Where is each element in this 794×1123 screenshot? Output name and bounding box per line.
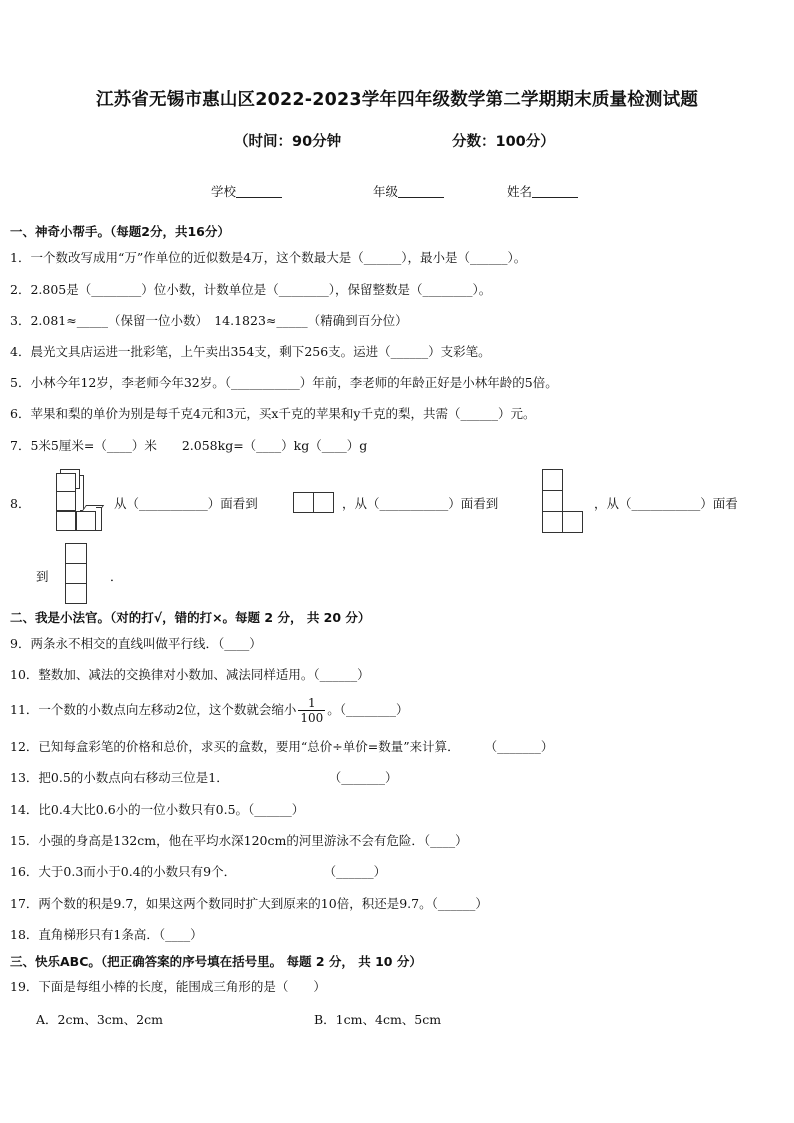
grade-label: 年级 <box>373 184 399 199</box>
question-19-option-b[interactable]: B．1cm、4cm、5cm <box>314 1012 442 1027</box>
cube-bottom-left <box>56 511 76 531</box>
cube-bottom-right <box>76 511 96 531</box>
cube-figure-3d <box>56 469 104 533</box>
fraction-denominator: 100 <box>300 711 324 725</box>
question-2: 2．2.805是（________）位小数，计数单位是（________），保留整数是（________）。 <box>10 282 492 297</box>
school-blank[interactable] <box>236 185 282 198</box>
view-cell <box>65 563 87 584</box>
question-8-part-a: 从（___________）面看到 <box>114 496 258 511</box>
question-11 <box>10 694 409 726</box>
cube-side-edge <box>80 475 84 511</box>
section-1-heading: 一、神奇小帮手。（每题2分，共16分） <box>10 224 230 239</box>
cube-bottom-side <box>96 507 102 531</box>
question-4: 4．晨光文具店运进一批彩笔，上午卖出354支，剩下256支。运进（______）支彩笔。 <box>10 344 491 359</box>
question-10: 10．整数加、减法的交换律对小数加、减法同样适用。（______） <box>10 667 370 682</box>
section-2-heading: 二、我是小法官。（对的打√，错的打×。每题 2 分， 共 20 分） <box>10 610 371 625</box>
view-cell <box>65 543 87 564</box>
fraction-numerator: 1 <box>298 696 325 711</box>
question-15: 15．小强的身高是132cm，他在平均水深120cm的河里游泳不会有危险．（____） <box>10 833 468 848</box>
section-3-heading: 三、快乐ABC。（把正确答案的序号填在括号里。 每题 2 分， 共 10 分） <box>10 954 422 969</box>
question-13: 13．把0.5的小数点向右移动三位是1． （_______） <box>10 770 398 785</box>
school-field[interactable] <box>211 182 282 200</box>
view-cell <box>313 492 334 513</box>
question-14: 14．比0.4大比0.6小的一位小数只有0.5。（______） <box>10 802 305 817</box>
question-11-text: 11．一个数的小数点向左移动2位，这个数就会缩小 <box>10 702 297 717</box>
question-16: 16．大于0.3而小于0.4的小数只有9个． （______） <box>10 864 387 879</box>
question-19-option-a[interactable]: A．2cm、3cm、2cm <box>36 1012 163 1027</box>
school-label: 学校 <box>211 184 237 199</box>
name-label: 姓名 <box>507 184 533 199</box>
question-8-part-e: ． <box>110 569 123 584</box>
view-l-shape <box>542 469 584 533</box>
view-cell <box>293 492 314 513</box>
question-8-part-c: ，从（___________）面看 <box>594 496 738 511</box>
question-8-number: 8． <box>10 496 31 511</box>
view-cell <box>542 511 563 533</box>
view-cell <box>542 469 563 491</box>
question-12: 12．已知每盒彩笔的价格和总价，求买的盒数，要用“总价÷单价=数量”来计算． （_______） <box>10 739 554 754</box>
view-cell <box>562 511 583 533</box>
page-title: 江苏省无锡市惠山区2022-2023学年四年级数学第二学期期末质量检测试题 <box>95 90 699 110</box>
cube-top-front <box>56 473 76 493</box>
view-three-vertical <box>65 543 87 605</box>
question-9: 9．两条永不相交的直线叫做平行线．（____） <box>10 636 262 651</box>
question-6: 6．苹果和梨的单价为别是每千克4元和3元，买x千克的苹果和y千克的梨，共需（______）元。 <box>10 406 536 421</box>
question-19: 19．下面是每组小棒的长度，能围成三角形的是（ ） <box>10 979 326 994</box>
view-cell <box>65 583 87 604</box>
question-8-part-d: 到 <box>36 569 49 584</box>
view-cell <box>542 490 563 512</box>
question-1: 1．一个数改写成用“万”作单位的近似数是4万，这个数最大是（______），最小是（______）。 <box>10 250 527 265</box>
cube-middle <box>56 491 76 511</box>
exam-score: 分数：100分） <box>452 134 555 150</box>
view-two-horizontal <box>293 492 335 513</box>
question-3: 3．2.081≈_____（保留一位小数） 14.1823≈_____（精确到百分位） <box>10 313 408 328</box>
question-5: 5．小林今年12岁，李老师今年32岁。（___________）年前，李老师的年龄正好是小林年龄的5倍。 <box>10 375 558 390</box>
exam-time: （时间：90分钟 <box>234 134 342 150</box>
grade-field[interactable] <box>373 182 444 200</box>
question-18: 18．直角梯形只有1条高．（____） <box>10 927 203 942</box>
name-blank[interactable] <box>532 185 578 198</box>
question-8-part-b: ，从（___________）面看到 <box>342 496 499 511</box>
question-11-tail: 。（________） <box>327 702 409 717</box>
name-field[interactable] <box>507 182 578 200</box>
question-17: 17．两个数的积是9.7，如果这两个数同时扩大到原来的10倍，积还是9.7。（______） <box>10 896 488 911</box>
question-7: 7．5米5厘米=（____）米 2.058kg=（____）kg（____）g <box>10 438 368 453</box>
grade-blank[interactable] <box>398 185 444 198</box>
fraction-one-hundredth <box>298 696 325 725</box>
